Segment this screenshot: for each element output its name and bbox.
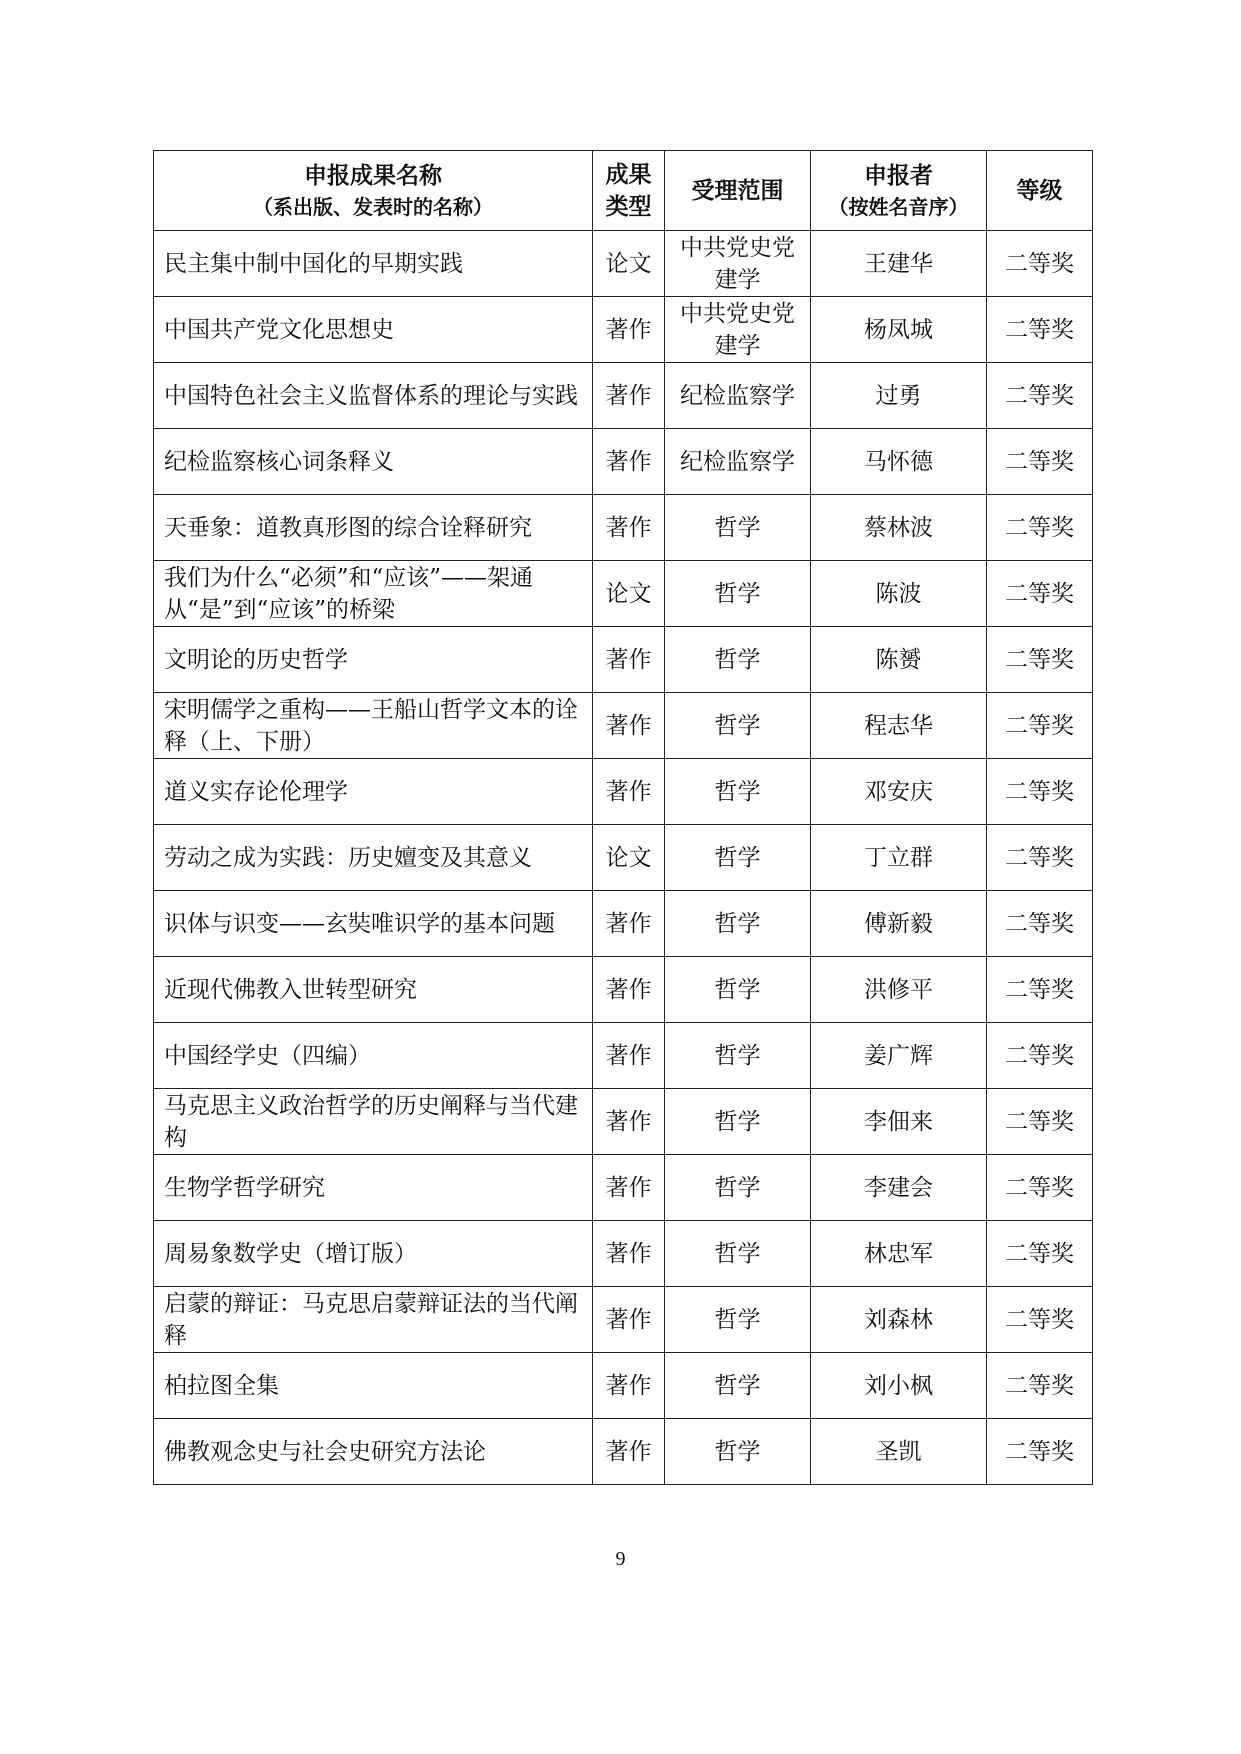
- cell-title: 民主集中制中国化的早期实践: [154, 231, 593, 297]
- table-row: [154, 957, 1093, 1023]
- cell-author: 蔡林波: [811, 495, 987, 561]
- header-title: [154, 151, 593, 231]
- table-row: [154, 1287, 1093, 1353]
- header-row: [154, 151, 1093, 231]
- cell-grade: 二等奖: [987, 1353, 1093, 1419]
- cell-grade: 二等奖: [987, 825, 1093, 891]
- cell-title: 佛教观念史与社会史研究方法论: [154, 1419, 593, 1485]
- cell-author: 傅新毅: [811, 891, 987, 957]
- cell-type: 论文: [593, 825, 665, 891]
- cell-author: 刘小枫: [811, 1353, 987, 1419]
- table-row: [154, 825, 1093, 891]
- table-row: [154, 1089, 1093, 1155]
- cell-scope: 哲学: [665, 495, 811, 561]
- cell-title: 中国特色社会主义监督体系的理论与实践: [154, 363, 593, 429]
- table-row: [154, 363, 1093, 429]
- cell-grade: 二等奖: [987, 363, 1093, 429]
- cell-grade: 二等奖: [987, 231, 1093, 297]
- cell-title: 马克思主义政治哲学的历史阐释与当代建构: [154, 1089, 593, 1155]
- cell-title: 我们为什么“必须”和“应该”——架通从“是”到“应该”的桥梁: [154, 561, 593, 627]
- cell-title: 生物学哲学研究: [154, 1155, 593, 1221]
- cell-type: 著作: [593, 759, 665, 825]
- cell-author: 邓安庆: [811, 759, 987, 825]
- header-scope-label: 受理范围: [691, 177, 784, 204]
- table-row: [154, 1221, 1093, 1287]
- cell-scope: 哲学: [665, 561, 811, 627]
- header-grade-label: 等级: [1016, 177, 1063, 204]
- cell-scope: 哲学: [665, 1089, 811, 1155]
- cell-grade: 二等奖: [987, 627, 1093, 693]
- table-row: [154, 297, 1093, 363]
- cell-grade: 二等奖: [987, 1155, 1093, 1221]
- cell-scope: 哲学: [665, 891, 811, 957]
- header-title-main: 申报成果名称: [304, 162, 442, 189]
- table-row: [154, 891, 1093, 957]
- cell-grade: 二等奖: [987, 1287, 1093, 1353]
- table-row: [154, 759, 1093, 825]
- cell-scope: 哲学: [665, 1221, 811, 1287]
- table-row: [154, 693, 1093, 759]
- table-row: [154, 495, 1093, 561]
- header-type: [593, 151, 665, 231]
- cell-author: 陈赟: [811, 627, 987, 693]
- cell-scope: 中共党史党建学: [665, 231, 811, 297]
- cell-author: 程志华: [811, 693, 987, 759]
- cell-type: 著作: [593, 429, 665, 495]
- cell-author: 李佃来: [811, 1089, 987, 1155]
- cell-author: 陈波: [811, 561, 987, 627]
- table-header: [154, 151, 1093, 231]
- cell-title: 周易象数学史（增订版）: [154, 1221, 593, 1287]
- cell-type: 著作: [593, 1155, 665, 1221]
- header-author-main: 申报者: [864, 162, 933, 189]
- awards-table: [153, 150, 1093, 1485]
- cell-author: 林忠军: [811, 1221, 987, 1287]
- table-row: [154, 561, 1093, 627]
- cell-grade: 二等奖: [987, 297, 1093, 363]
- cell-grade: 二等奖: [987, 561, 1093, 627]
- cell-type: 著作: [593, 363, 665, 429]
- header-grade: [987, 151, 1093, 231]
- cell-author: 过勇: [811, 363, 987, 429]
- cell-type: 著作: [593, 1023, 665, 1089]
- cell-scope: 中共党史党建学: [665, 297, 811, 363]
- cell-scope: 纪检监察学: [665, 429, 811, 495]
- cell-grade: 二等奖: [987, 1221, 1093, 1287]
- cell-title: 劳动之成为实践：历史嬗变及其意义: [154, 825, 593, 891]
- cell-title: 识体与识变——玄奘唯识学的基本问题: [154, 891, 593, 957]
- cell-scope: 哲学: [665, 1419, 811, 1485]
- cell-title: 宋明儒学之重构——王船山哲学文本的诠释（上、下册）: [154, 693, 593, 759]
- table-row: [154, 1353, 1093, 1419]
- table-row: [154, 429, 1093, 495]
- cell-author: 圣凯: [811, 1419, 987, 1485]
- cell-type: 著作: [593, 1287, 665, 1353]
- cell-grade: 二等奖: [987, 1419, 1093, 1485]
- cell-grade: 二等奖: [987, 957, 1093, 1023]
- cell-type: 著作: [593, 1089, 665, 1155]
- cell-scope: 哲学: [665, 957, 811, 1023]
- cell-type: 著作: [593, 957, 665, 1023]
- cell-scope: 哲学: [665, 693, 811, 759]
- cell-type: 论文: [593, 561, 665, 627]
- cell-scope: 哲学: [665, 1287, 811, 1353]
- cell-scope: 哲学: [665, 1155, 811, 1221]
- table-row: [154, 627, 1093, 693]
- table-row: [154, 1023, 1093, 1089]
- header-scope: [665, 151, 811, 231]
- cell-scope: 纪检监察学: [665, 363, 811, 429]
- cell-title: 中国共产党文化思想史: [154, 297, 593, 363]
- cell-type: 著作: [593, 1353, 665, 1419]
- cell-grade: 二等奖: [987, 429, 1093, 495]
- cell-title: 纪检监察核心词条释义: [154, 429, 593, 495]
- table-body: [154, 231, 1093, 1485]
- cell-author: 姜广辉: [811, 1023, 987, 1089]
- cell-author: 杨凤城: [811, 297, 987, 363]
- cell-type: 著作: [593, 891, 665, 957]
- cell-title: 天垂象：道教真形图的综合诠释研究: [154, 495, 593, 561]
- header-type-line1: 成果: [605, 161, 652, 188]
- cell-author: 丁立群: [811, 825, 987, 891]
- cell-type: 论文: [593, 231, 665, 297]
- cell-type: 著作: [593, 297, 665, 363]
- cell-type: 著作: [593, 693, 665, 759]
- cell-type: 著作: [593, 1419, 665, 1485]
- header-type-line2: 类型: [605, 193, 652, 220]
- cell-author: 洪修平: [811, 957, 987, 1023]
- table-row: [154, 1155, 1093, 1221]
- cell-title: 启蒙的辩证：马克思启蒙辩证法的当代阐释: [154, 1287, 593, 1353]
- cell-author: 王建华: [811, 231, 987, 297]
- table-row: [154, 1419, 1093, 1485]
- cell-scope: 哲学: [665, 759, 811, 825]
- cell-scope: 哲学: [665, 1353, 811, 1419]
- cell-type: 著作: [593, 1221, 665, 1287]
- cell-author: 刘森林: [811, 1287, 987, 1353]
- cell-title: 中国经学史（四编）: [154, 1023, 593, 1089]
- cell-scope: 哲学: [665, 1023, 811, 1089]
- cell-grade: 二等奖: [987, 759, 1093, 825]
- cell-author: 李建会: [811, 1155, 987, 1221]
- cell-title: 文明论的历史哲学: [154, 627, 593, 693]
- cell-grade: 二等奖: [987, 1089, 1093, 1155]
- cell-title: 柏拉图全集: [154, 1353, 593, 1419]
- cell-grade: 二等奖: [987, 891, 1093, 957]
- header-author: [811, 151, 987, 231]
- cell-type: 著作: [593, 627, 665, 693]
- cell-title: 道义实存论伦理学: [154, 759, 593, 825]
- cell-scope: 哲学: [665, 825, 811, 891]
- cell-grade: 二等奖: [987, 693, 1093, 759]
- cell-grade: 二等奖: [987, 495, 1093, 561]
- cell-author: 马怀德: [811, 429, 987, 495]
- table-row: [154, 231, 1093, 297]
- header-title-sub: （系出版、发表时的名称）: [253, 194, 493, 219]
- cell-grade: 二等奖: [987, 1023, 1093, 1089]
- cell-scope: 哲学: [665, 627, 811, 693]
- cell-type: 著作: [593, 495, 665, 561]
- header-author-sub: （按姓名音序）: [828, 194, 969, 219]
- cell-title: 近现代佛教入世转型研究: [154, 957, 593, 1023]
- page-number: 9: [615, 1548, 626, 1570]
